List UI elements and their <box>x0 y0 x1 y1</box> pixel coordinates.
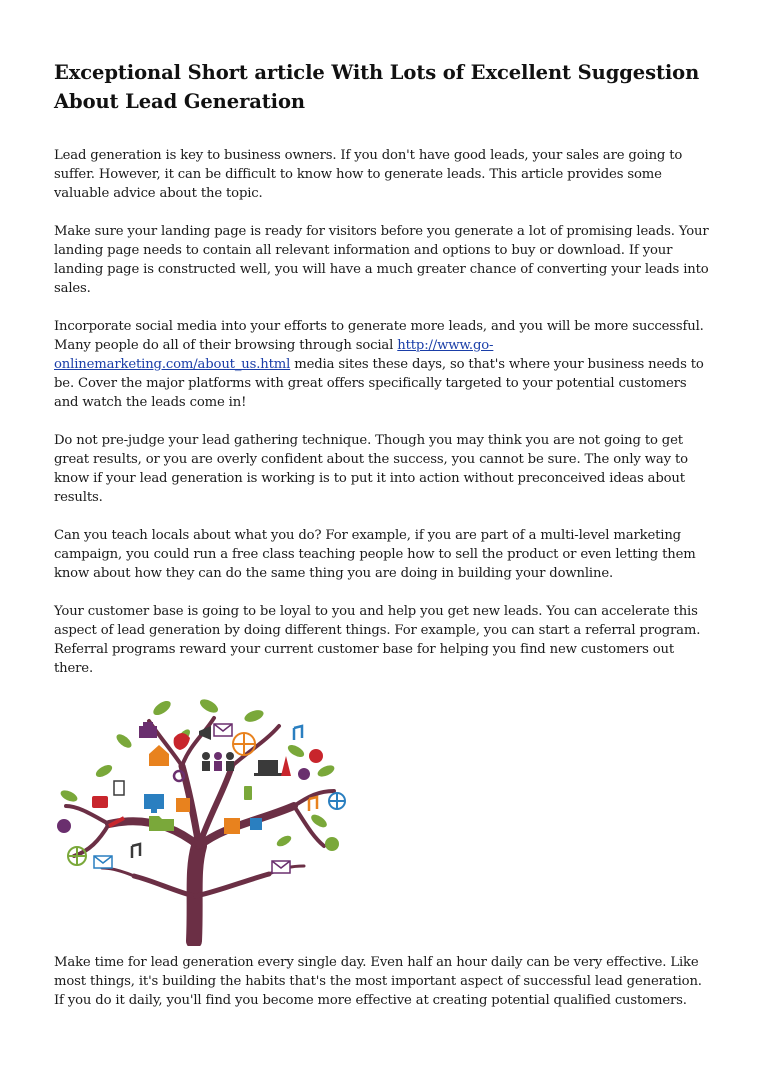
people-icon <box>202 752 234 771</box>
document-icon <box>114 781 124 795</box>
mail-icon-2 <box>94 856 112 868</box>
music-icon-2 <box>309 797 317 811</box>
globe-icon-2 <box>329 793 345 809</box>
paragraph-social-media-text-1: Incorporate social media into your efforts to generate more leads, and you will be more successful. Many people do all of their browsing through social <box>54 319 704 353</box>
globe-icon <box>233 733 255 755</box>
paragraph-social-media-text-2: media sites these days, so that's where your business needs to be. Cover the major platforms with great offers specifically targeted to your potential customers and watch the leads come in! <box>54 357 704 410</box>
article-title-line-2: About Lead Generation <box>54 90 305 113</box>
bird-icon <box>174 733 190 750</box>
rss-icon <box>224 818 240 834</box>
social-media-tree-illustration <box>54 696 354 946</box>
camera-icon <box>92 796 108 808</box>
music-icon-3 <box>132 844 140 858</box>
gear-icon-3 <box>325 837 339 851</box>
music-icon <box>294 726 302 740</box>
paragraph-daily-habit: Make time for lead generation every single day. Even half an hour daily can be very effective. Like most things, it's building the habits that's the most important aspect of successful lead generation. If you do it daily, you'll find you become more effective at creating potential qualified customers. <box>54 955 702 1008</box>
tree-svg <box>54 696 354 946</box>
article <box>54 58 714 1010</box>
paragraph-intro: Lead generation is key to business owners. If you don't have good leads, your sales are going to suffer. However, it can be difficult to know how to generate leads. This article provides some valuable advice about the topic. <box>54 148 683 201</box>
paragraph-prejudge: Do not pre-judge your lead gathering technique. Though you may think you are not going to get great results, or you are overly confident about the success, you cannot be sure. The only way to know if your lead generation is working is to put it into action without preconceived ideas about results. <box>54 433 688 505</box>
antenna-icon <box>281 756 291 776</box>
gear-icon <box>309 749 323 763</box>
lock-icon <box>250 818 262 830</box>
chat-icon <box>298 768 310 780</box>
paragraph-customer-base: Your customer base is going to be loyal to you and help you get new leads. You can accelerate this aspect of lead generation by doing different things. For example, you can start a referral program. Referral programs reward your current customer base for helping you find new customers out there. <box>54 604 701 676</box>
phone-icon <box>244 786 252 800</box>
printer-icon <box>139 722 157 738</box>
paragraph-landing-page: Make sure your landing page is ready for visitors before you generate a lot of promising leads. Your landing page needs to contain all relevant information and options to buy or download. If your landing page is constructed well, you will have a much greater chance of converting your leads into sales. <box>54 224 709 296</box>
film-icon <box>176 798 190 812</box>
mail-icon <box>214 724 232 736</box>
home-icon <box>149 745 169 766</box>
paragraph-teach-locals: Can you teach locals about what you do? For example, if you are part of a multi-level marketing campaign, you could run a free class teaching people how to sell the product or even letting them know about how they can do the same thing you are doing in building your downline. <box>54 528 696 581</box>
globe-icon-3 <box>68 847 86 865</box>
social-link[interactable]: http://www.go-onlinemarketing.com/about_us.html <box>54 338 494 372</box>
article-title <box>54 58 714 116</box>
gear-icon-2 <box>57 819 71 833</box>
paragraph-social-media <box>54 317 714 412</box>
laptop-icon <box>254 760 282 776</box>
mail-icon-3 <box>272 861 290 873</box>
article-title-line-1: Exceptional Short article With Lots of Excellent Suggestion <box>54 61 700 84</box>
monitor-icon <box>144 794 164 813</box>
folder-icon <box>149 816 174 831</box>
